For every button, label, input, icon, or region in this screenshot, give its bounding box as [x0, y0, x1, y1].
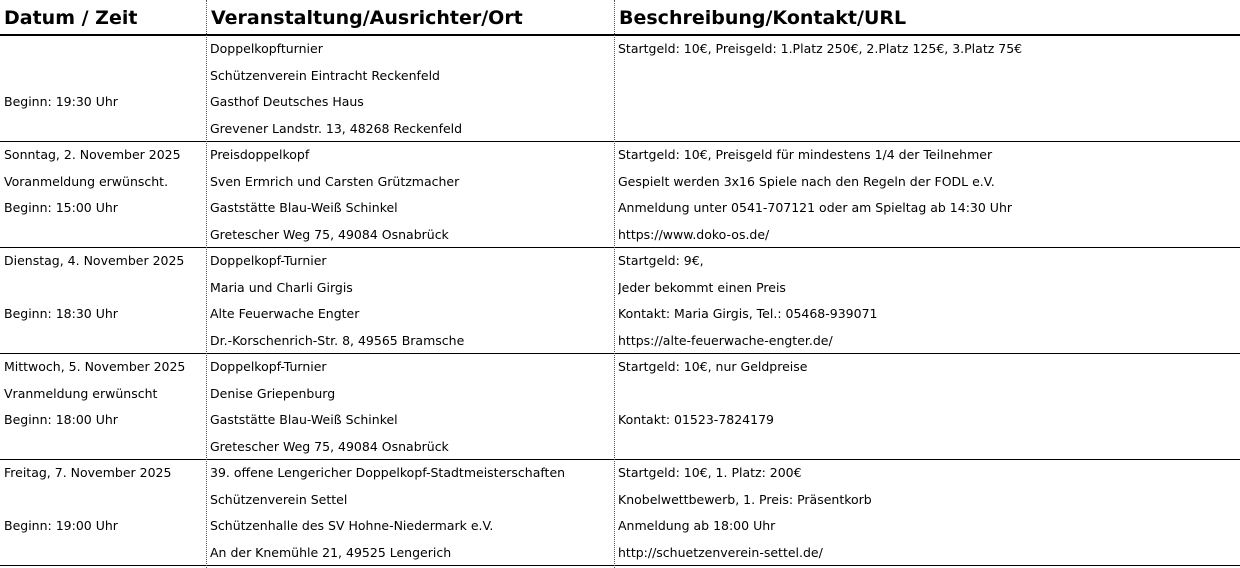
date-cell	[4, 63, 204, 90]
description-cell: Startgeld: 10€, 1. Platz: 200€	[618, 465, 802, 480]
event-cell: Schützenhalle des SV Hohne-Niedermark e.V.	[210, 518, 494, 533]
table-header	[0, 0, 1240, 36]
description-cell: Anmeldung unter 0541-707121 oder am Spieltag ab 14:30 Uhr	[618, 200, 1013, 215]
event-cell: Sven Ermrich und Carsten Grützmacher	[210, 173, 460, 189]
event-cell: Gasthof Deutsches Haus	[210, 94, 364, 109]
description-cell: Startgeld: 10€, Preisgeld für mindestens 1/4 der Teilnehmer	[618, 147, 993, 162]
date-cell: Sonntag, 2. November 2025	[4, 147, 181, 162]
url-cell: http://schuetzenverein-settel.de/	[618, 544, 823, 560]
event-cell: Denise Griepenburg	[210, 385, 336, 401]
event-cell: Gaststätte Blau-Weiß Schinkel	[210, 200, 398, 215]
date-cell: Beginn: 19:00 Uhr	[4, 518, 118, 533]
date-cell: Beginn: 18:30 Uhr	[4, 306, 118, 321]
header-beschreibung: Beschreibung/Kontakt/URL	[619, 7, 907, 29]
description-cell	[618, 434, 1236, 461]
date-cell	[4, 434, 204, 461]
event-cell: Alte Feuerwache Engter	[210, 306, 360, 321]
description-cell: Anmeldung ab 18:00 Uhr	[618, 518, 776, 533]
event-cell: An der Knemühle 21, 49525 Lengerich	[210, 544, 452, 560]
date-cell	[4, 36, 204, 63]
description-cell: Startgeld: 9€,	[618, 253, 704, 268]
description-cell	[618, 116, 1236, 143]
event-row	[0, 354, 1240, 460]
event-cell: Schützenverein Settel	[210, 491, 348, 507]
date-cell	[4, 540, 204, 567]
event-cell: Maria und Charli Girgis	[210, 279, 353, 295]
date-cell: Mittwoch, 5. November 2025	[4, 359, 186, 374]
event-cell: Gaststätte Blau-Weiß Schinkel	[210, 412, 398, 427]
description-cell: Kontakt: Maria Girgis, Tel.: 05468-939071	[618, 306, 878, 321]
column-divider	[206, 0, 207, 568]
event-cell: Doppelkopfturnier	[210, 41, 323, 56]
description-cell: Knobelwettbewerb, 1. Preis: Präsentkorb	[618, 491, 872, 507]
event-row	[0, 460, 1240, 566]
event-cell: 39. offene Lengericher Doppelkopf-Stadtmeisterschaften	[210, 465, 566, 480]
date-cell: Beginn: 15:00 Uhr	[4, 200, 118, 215]
date-cell: Dienstag, 4. November 2025	[4, 253, 185, 268]
date-cell	[4, 116, 204, 143]
event-cell: Doppelkopf-Turnier	[210, 253, 327, 268]
event-cell: Doppelkopf-Turnier	[210, 359, 327, 374]
event-row	[0, 142, 1240, 248]
date-cell	[4, 487, 204, 514]
event-cell: Preisdoppelkopf	[210, 147, 310, 162]
description-cell	[618, 89, 1236, 116]
date-cell: Voranmeldung erwünscht.	[4, 173, 169, 189]
url-cell: https://www.doko-os.de/	[618, 226, 770, 242]
event-cell: Grevener Landstr. 13, 48268 Reckenfeld	[210, 120, 463, 136]
event-row	[0, 248, 1240, 354]
description-cell: Gespielt werden 3x16 Spiele nach den Regeln der FODL e.V.	[618, 173, 995, 189]
event-cell: Gretescher Weg 75, 49084 Osnabrück	[210, 438, 449, 454]
event-cell: Gretescher Weg 75, 49084 Osnabrück	[210, 226, 449, 242]
description-cell: Jeder bekommt einen Preis	[618, 279, 786, 295]
date-cell	[4, 328, 204, 355]
date-cell	[4, 222, 204, 249]
description-cell: Startgeld: 10€, nur Geldpreise	[618, 359, 808, 374]
description-cell: Startgeld: 10€, Preisgeld: 1.Platz 250€, 2.Platz 125€, 3.Platz 75€	[618, 41, 1023, 56]
event-cell: Dr.-Korschenrich-Str. 8, 49565 Bramsche	[210, 332, 465, 348]
date-cell: Freitag, 7. November 2025	[4, 465, 172, 480]
column-divider	[614, 0, 615, 568]
url-cell: https://alte-feuerwache-engter.de/	[618, 332, 833, 348]
description-cell: Kontakt: 01523-7824179	[618, 412, 774, 427]
date-cell: Vranmeldung erwünscht	[4, 385, 158, 401]
date-cell: Beginn: 18:00 Uhr	[4, 412, 118, 427]
date-cell	[4, 275, 204, 302]
event-cell: Schützenverein Eintracht Reckenfeld	[210, 67, 440, 83]
header-veranstaltung: Veranstaltung/Ausrichter/Ort	[211, 7, 523, 29]
event-row	[0, 36, 1240, 142]
date-cell: Beginn: 19:30 Uhr	[4, 94, 118, 109]
description-cell	[618, 63, 1236, 90]
description-cell	[618, 381, 1236, 408]
header-datum-zeit: Datum / Zeit	[4, 7, 138, 29]
